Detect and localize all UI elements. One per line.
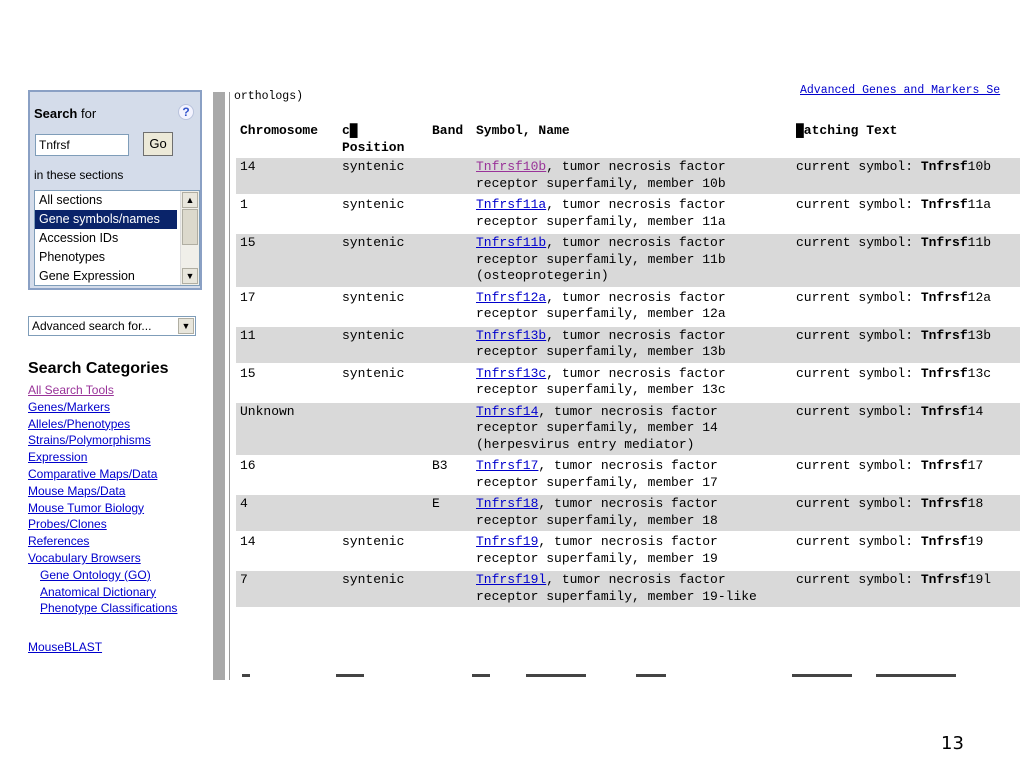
- match-prefix: current symbol:: [796, 365, 921, 381]
- cell-chromosome: 11: [236, 327, 338, 363]
- match-suffix: 10b: [967, 159, 992, 174]
- category-link-alleles-phenotypes[interactable]: Alleles/Phenotypes: [28, 416, 131, 431]
- cell-chromosome: 7: [236, 571, 338, 607]
- table-row: [236, 365, 1020, 401]
- dropdown-arrow-icon[interactable]: ▼: [178, 318, 194, 334]
- section-option-selected[interactable]: Gene symbols/names: [35, 210, 177, 229]
- cell-chromosome: 17: [240, 289, 256, 305]
- table-row: [236, 234, 1020, 287]
- cell-cm-position: [338, 457, 428, 493]
- match-suffix: 11a: [967, 197, 992, 212]
- gene-name-text: , tumor necrosis factor receptor superfamily, member 14 (herpesvirus entry mediator): [476, 403, 718, 452]
- cell-cm-position: syntenic: [342, 365, 405, 381]
- match-suffix: 19l: [967, 572, 992, 587]
- cell-chromosome: 15: [240, 365, 256, 381]
- category-link-expression[interactable]: Expression: [28, 450, 88, 465]
- gene-name-text: , tumor necrosis factor receptor superfamily, member 19: [476, 534, 718, 566]
- frame-divider-line: [229, 92, 230, 680]
- gene-symbol-link[interactable]: Tnfrsf11b: [476, 235, 547, 250]
- cell-matching-text: [792, 327, 1020, 363]
- cell-symbol-name: [472, 365, 792, 401]
- cell-matching-text: [792, 289, 1020, 325]
- header-chromosome: Chromosome: [240, 123, 319, 138]
- category-link-strains-polymorphisms[interactable]: Strains/Polymorphisms: [28, 433, 151, 448]
- gene-symbol-link[interactable]: Tnfrsf13b: [476, 327, 547, 343]
- match-prefix: current symbol:: [796, 403, 921, 419]
- gene-symbol-link[interactable]: Tnfrsf13c: [476, 365, 547, 381]
- category-link-phenotype-classifications[interactable]: Phenotype Classifications: [40, 601, 178, 616]
- table-row: [236, 289, 1020, 325]
- cell-matching-text: [792, 234, 1020, 287]
- match-suffix: 11b: [967, 235, 992, 250]
- cell-band: [428, 158, 472, 194]
- category-link-anatomical-dictionary[interactable]: Anatomical Dictionary: [40, 584, 157, 599]
- help-icon[interactable]: ?: [178, 104, 194, 120]
- cell-band: [428, 365, 472, 401]
- cell-chromosome: 14: [236, 158, 338, 194]
- match-highlight: Tnfrsf: [920, 289, 968, 305]
- cell-cm-position: [338, 495, 428, 531]
- match-suffix: 13b: [967, 327, 992, 343]
- advanced-search-select[interactable]: [28, 316, 196, 336]
- cell-band: [428, 571, 472, 607]
- cell-band: E: [428, 495, 472, 531]
- scroll-down-arrow-icon[interactable]: ▼: [182, 268, 198, 284]
- match-prefix: current symbol:: [796, 496, 921, 511]
- category-link-probes-clones[interactable]: Probes/Clones: [28, 517, 107, 532]
- cell-matching-text: [792, 495, 1020, 531]
- match-prefix: current symbol:: [796, 572, 921, 587]
- gene-name-text: , tumor necrosis factor receptor superfamily, member 12a: [476, 289, 726, 321]
- header-cm-position: c█ Position: [342, 123, 405, 155]
- cell-matching-text: [792, 403, 1020, 456]
- category-link-all-search-tools[interactable]: All Search Tools: [28, 383, 114, 397]
- match-highlight: Tnfrsf: [920, 534, 968, 549]
- cell-symbol-name: [472, 403, 792, 456]
- sections-label: in these sections: [34, 168, 124, 182]
- gene-symbol-link[interactable]: Tnfrsf11a: [476, 197, 547, 212]
- match-prefix: current symbol:: [796, 289, 921, 305]
- cell-symbol-name: [472, 495, 792, 531]
- listbox-scrollbar[interactable]: [180, 191, 199, 285]
- cell-band: B3: [432, 458, 448, 473]
- cell-cm-position: [338, 403, 428, 456]
- category-link-comparative-maps[interactable]: Comparative Maps/Data: [28, 466, 158, 481]
- section-option[interactable]: Phenotypes: [39, 250, 106, 264]
- table-row: [236, 403, 1020, 456]
- match-suffix: 18: [967, 496, 984, 511]
- gene-symbol-link[interactable]: Tnfrsf19l: [476, 572, 547, 587]
- cell-matching-text: [792, 196, 1020, 232]
- table-row: [236, 196, 1020, 232]
- gene-symbol-link[interactable]: Tnfrsf19: [476, 534, 539, 549]
- category-link-gene-ontology[interactable]: Gene Ontology (GO): [40, 567, 151, 582]
- cell-band: [428, 327, 472, 363]
- quick-search-panel: [28, 90, 202, 290]
- cell-cm-position: syntenic: [342, 534, 405, 549]
- cell-cm-position: syntenic: [342, 289, 405, 305]
- search-for-label: Search for: [34, 106, 97, 121]
- go-button[interactable]: Go: [143, 132, 173, 156]
- cell-chromosome: 4: [236, 495, 338, 531]
- header-matching-text: █atching Text: [796, 123, 898, 138]
- match-suffix: 13c: [967, 365, 992, 381]
- match-prefix: current symbol:: [796, 159, 921, 174]
- match-prefix: current symbol:: [796, 327, 921, 343]
- gene-name-text: , tumor necrosis factor receptor superfamily, member 13b: [476, 327, 726, 359]
- page-number: 13: [941, 733, 964, 754]
- match-prefix: current symbol:: [796, 197, 921, 212]
- category-link-mouse-tumor-biology[interactable]: Mouse Tumor Biology: [28, 500, 145, 515]
- cell-symbol-name: [472, 571, 792, 607]
- cell-chromosome: Unknown: [236, 403, 338, 456]
- section-option[interactable]: All sections: [39, 193, 103, 207]
- cell-symbol-name: [472, 234, 792, 287]
- cell-chromosome: 15: [236, 234, 338, 287]
- table-row: [236, 495, 1020, 531]
- cell-chromosome: 16: [240, 458, 256, 473]
- header-band: Band: [432, 123, 464, 138]
- search-input[interactable]: Tnfrsf: [35, 134, 129, 156]
- cell-matching-text: [792, 457, 1020, 493]
- cell-chromosome: 14: [240, 534, 256, 549]
- gene-symbol-link[interactable]: Tnfrsf14: [476, 403, 539, 419]
- header-symbol-name: Symbol, Name: [476, 123, 570, 138]
- cell-matching-text: [792, 533, 1020, 569]
- cell-band: [428, 289, 472, 325]
- search-categories-heading: Search Categories: [28, 360, 169, 377]
- results-panel: [234, 84, 1024, 678]
- scroll-thumb[interactable]: [182, 209, 198, 245]
- cell-chromosome: 1: [240, 197, 248, 212]
- category-link-genes-markers[interactable]: Genes/Markers: [28, 399, 111, 414]
- cell-symbol-name: [472, 158, 792, 194]
- table-header-row: [236, 122, 1020, 156]
- table-row: [236, 158, 1020, 194]
- cell-cm-position: syntenic: [338, 571, 428, 607]
- cell-matching-text: [792, 158, 1020, 194]
- advanced-genes-markers-link[interactable]: Advanced Genes and Markers Se: [800, 84, 1001, 97]
- results-table: [236, 120, 1020, 609]
- gene-name-text: , tumor necrosis factor receptor superfamily, member 17: [476, 458, 718, 490]
- cell-band: [428, 234, 472, 287]
- cell-cm-position: syntenic: [338, 234, 428, 287]
- match-highlight: Tnfrsf: [920, 403, 968, 419]
- cell-band: [428, 533, 472, 569]
- gene-name-text: , tumor necrosis factor receptor superfamily, member 11a: [476, 197, 726, 229]
- section-option[interactable]: Gene Expression: [39, 269, 135, 283]
- category-link-vocabulary-browsers[interactable]: Vocabulary Browsers: [28, 550, 141, 565]
- match-highlight: Tnfrsf: [920, 327, 968, 343]
- category-link-references[interactable]: References: [28, 534, 90, 549]
- cell-symbol-name: [472, 533, 792, 569]
- cell-cm-position: syntenic: [342, 197, 405, 212]
- cell-symbol-name: [472, 289, 792, 325]
- cell-matching-text: [792, 571, 1020, 607]
- table-row: [236, 571, 1020, 607]
- gene-name-text: , tumor necrosis factor receptor superfamily, member 19-like: [476, 572, 757, 604]
- match-prefix: current symbol:: [796, 235, 921, 250]
- match-prefix: current symbol:: [796, 458, 921, 473]
- match-highlight: Tnfrsf: [920, 365, 968, 381]
- cell-matching-text: [792, 365, 1020, 401]
- match-highlight: Tnfrsf: [920, 496, 968, 511]
- cell-band: [428, 196, 472, 232]
- match-suffix: 14: [967, 403, 984, 419]
- advanced-search-value: Advanced search for...: [32, 319, 152, 333]
- orthologs-text-fragment: orthologs): [234, 90, 304, 103]
- gene-symbol-link[interactable]: Tnfrsf12a: [476, 289, 547, 305]
- search-categories-list: [28, 382, 177, 617]
- mouseblast-link[interactable]: MouseBLAST: [28, 640, 103, 654]
- match-highlight: Tnfrsf: [920, 572, 968, 587]
- cell-symbol-name: [472, 327, 792, 363]
- match-highlight: Tnfrsf: [920, 197, 968, 212]
- cell-band: [428, 403, 472, 456]
- cell-symbol-name: [472, 457, 792, 493]
- gene-name-text: , tumor necrosis factor receptor superfamily, member 10b: [476, 159, 726, 191]
- gene-name-text: , tumor necrosis factor receptor superfamily, member 18: [476, 496, 718, 528]
- cell-symbol-name: [472, 196, 792, 232]
- match-suffix: 12a: [967, 289, 992, 305]
- cell-cm-position: syntenic: [338, 158, 428, 194]
- gene-name-text: , tumor necrosis factor receptor superfamily, member 11b (osteoprotegerin): [476, 235, 726, 283]
- category-link-mouse-maps[interactable]: Mouse Maps/Data: [28, 483, 126, 498]
- match-highlight: Tnfrsf: [920, 235, 968, 250]
- gene-symbol-link[interactable]: Tnfrsf10b: [476, 159, 547, 174]
- gene-symbol-link[interactable]: Tnfrsf18: [476, 496, 539, 511]
- match-highlight: Tnfrsf: [920, 159, 968, 174]
- sections-listbox[interactable]: [34, 190, 200, 286]
- section-option[interactable]: Accession IDs: [39, 231, 119, 245]
- table-row: [236, 457, 1020, 493]
- scroll-up-arrow-icon[interactable]: ▲: [182, 192, 198, 208]
- table-row: [236, 327, 1020, 363]
- frame-divider[interactable]: [213, 92, 225, 680]
- match-highlight: Tnfrsf: [920, 458, 968, 473]
- match-suffix: 19: [967, 534, 984, 549]
- gene-symbol-link[interactable]: Tnfrsf17: [476, 458, 539, 473]
- match-suffix: 17: [967, 458, 984, 473]
- gene-name-text: , tumor necrosis factor receptor superfamily, member 13c: [476, 365, 726, 397]
- partially-visible-row: [236, 674, 1024, 678]
- match-prefix: current symbol:: [796, 534, 921, 549]
- cell-cm-position: syntenic: [338, 327, 428, 363]
- table-row: [236, 533, 1020, 569]
